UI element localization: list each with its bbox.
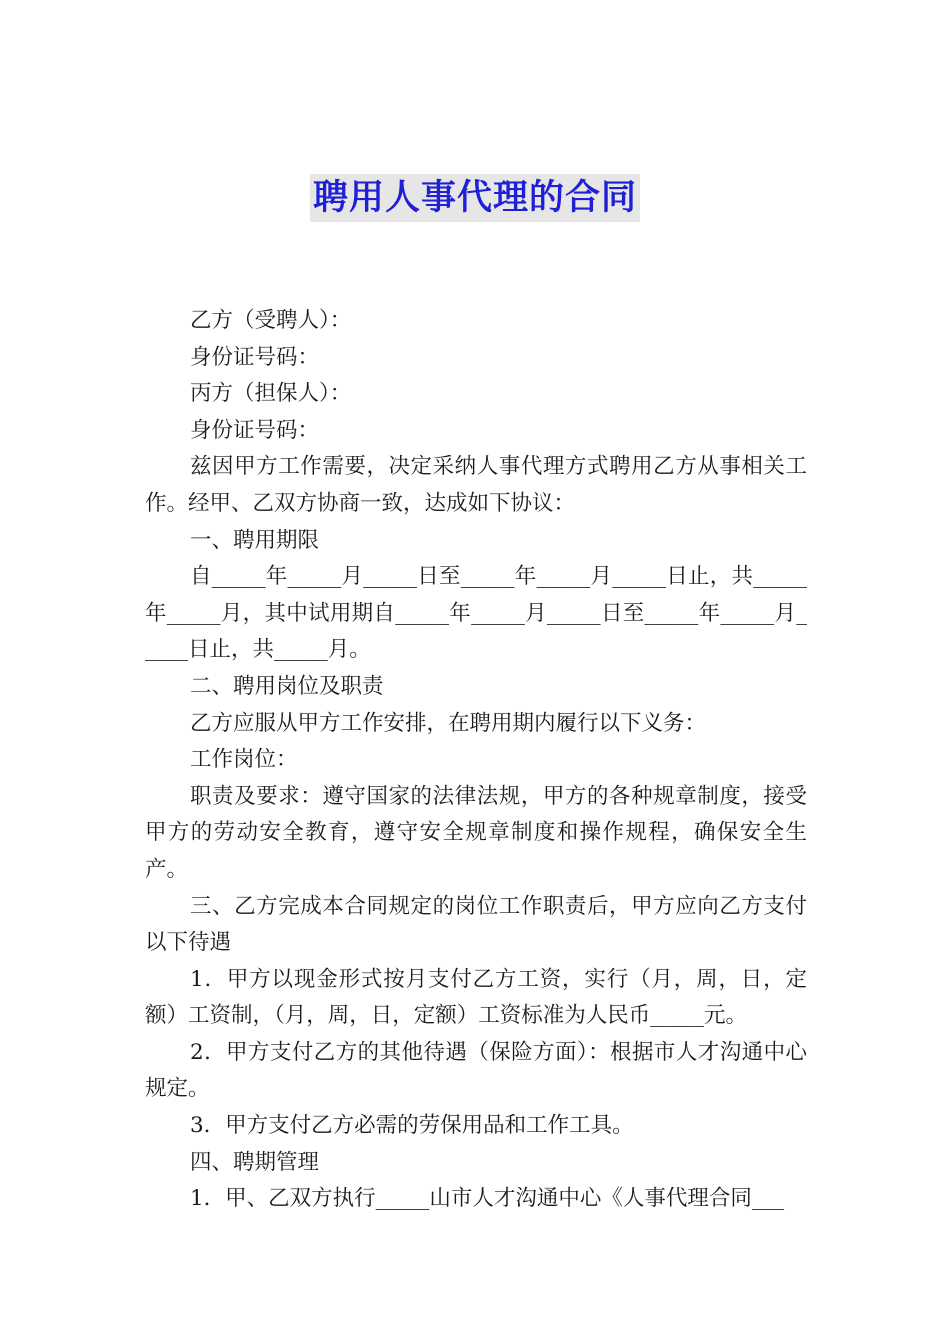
- document-title: 聘用人事代理的合同: [310, 174, 640, 222]
- paragraph-term-dates: 自_____年_____月_____日至_____年_____月_____日止，共_____年_____月，其中试用期自_____年_____月_____日至_____年_____月_____日止，共_____月。: [145, 564, 807, 663]
- paragraph-duties: 职责及要求：遵守国家的法律法规，甲方的各种规章制度，接受甲方的劳动安全教育，遵守安全规章制度和操作规程，确保安全生产。: [145, 783, 807, 882]
- paragraph-job-post: 工作岗位：: [190, 747, 298, 773]
- paragraph-management-1: 1．甲、乙双方执行_____山市人才沟通中心《人事代理合同___: [190, 1186, 785, 1212]
- paragraph-party-c: 丙方（担保人）：: [190, 381, 352, 407]
- paragraph-id-number-c: 身份证号码：: [190, 417, 320, 443]
- paragraph-id-number-b: 身份证号码：: [190, 344, 320, 370]
- document-body: [145, 303, 807, 1218]
- paragraph-equipment: 3．甲方支付乙方必需的劳保用品和工作工具。: [190, 1113, 634, 1139]
- section-heading-position: 二、聘用岗位及职责: [190, 673, 384, 699]
- section-heading-term: 一、聘用期限: [190, 527, 320, 553]
- paragraph-salary: 1．甲方以现金形式按月支付乙方工资，实行（月，周，日，定额）工资制，（月，周，日，定额）工资标准为人民币_____元。: [145, 966, 807, 1029]
- section-heading-compensation: 三、乙方完成本合同规定的岗位工作职责后，甲方应向乙方支付以下待遇: [145, 893, 807, 956]
- paragraph-preamble: 兹因甲方工作需要，决定采纳人事代理方式聘用乙方从事相关工作。经甲、乙双方协商一致，达成如下协议：: [145, 454, 807, 516]
- paragraph-obligations: 乙方应服从甲方工作安排，在聘用期内履行以下义务：: [190, 710, 707, 736]
- title-wrap: [0, 174, 950, 222]
- section-heading-management: 四、聘期管理: [190, 1149, 320, 1175]
- paragraph-party-b: 乙方（受聘人）：: [190, 308, 352, 333]
- paragraph-insurance: 2．甲方支付乙方的其他待遇（保险方面）：根据市人才沟通中心规定。: [145, 1039, 807, 1102]
